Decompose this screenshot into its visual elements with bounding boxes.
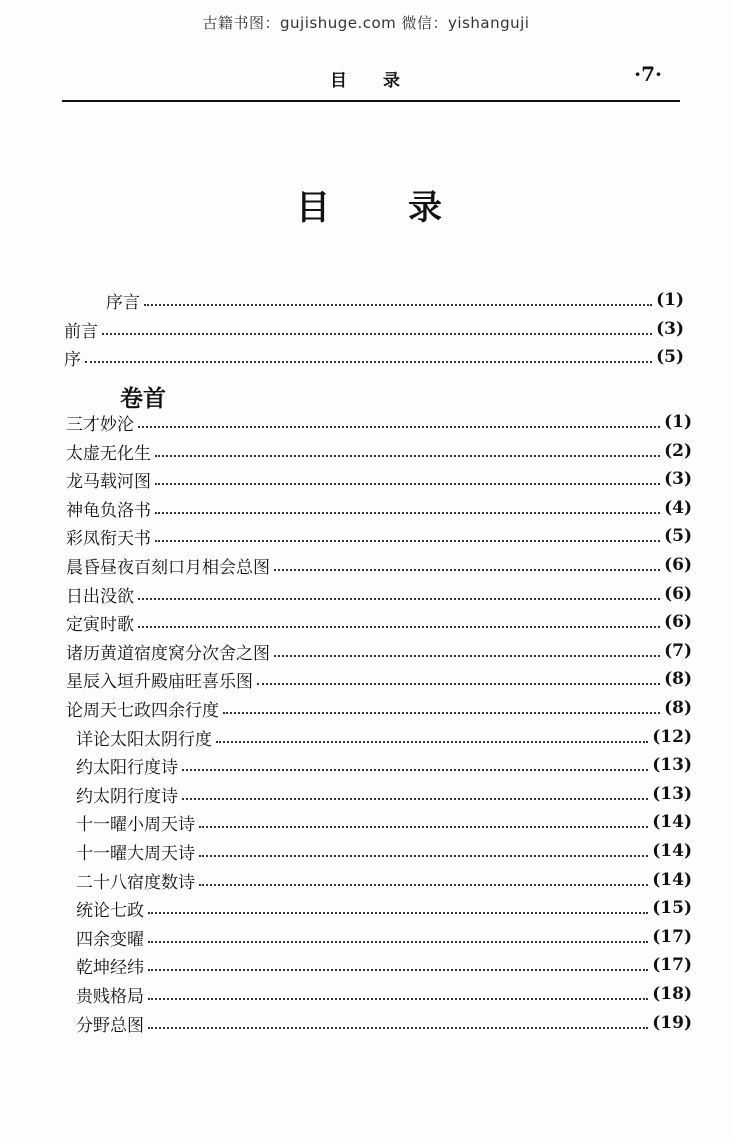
page-title: 目录 (296, 188, 520, 228)
dot-leader (148, 1027, 648, 1029)
dot-leader (102, 333, 652, 335)
toc-entry (66, 466, 692, 492)
dot-leader (138, 598, 660, 600)
dot-leader (216, 741, 648, 743)
toc-entry-label: 星辰入垣升殿庙旺喜乐图 (66, 671, 253, 692)
dot-leader (257, 683, 660, 685)
toc-entry-label: 统论七政 (76, 900, 144, 921)
toc-entry-label: 四余变曜 (76, 929, 144, 950)
dot-leader (138, 426, 660, 428)
toc-entry (66, 666, 692, 692)
toc-entry-label: 约太阴行度诗 (76, 786, 178, 807)
dot-leader (144, 304, 652, 306)
header-rule (62, 100, 680, 102)
toc-entry-page: (15) (652, 898, 692, 918)
toc-entry-label: 神龟负洛书 (66, 500, 151, 521)
toc-entry (66, 523, 692, 549)
toc-entry (66, 581, 692, 607)
dot-leader (199, 855, 648, 857)
page-number: ·7· (634, 62, 662, 86)
toc-entry-label: 晨昏昼夜百刻口月相会总图 (66, 557, 270, 578)
toc-entry-label: 龙马载河图 (66, 471, 151, 492)
toc-entry-page: (2) (664, 441, 692, 461)
toc-entry (76, 838, 692, 864)
toc-entry-page: (1) (664, 412, 692, 432)
dot-leader (274, 569, 660, 571)
dot-leader (155, 540, 660, 542)
toc-entry-page: (8) (664, 698, 692, 718)
toc-entry (66, 438, 692, 464)
toc-entry (76, 895, 692, 921)
toc-entry-page: (5) (664, 526, 692, 546)
toc-entry-page: (6) (664, 612, 692, 632)
toc-entry-page: (13) (652, 784, 692, 804)
toc-entry (76, 724, 692, 750)
toc-entry-label: 定寅时歌 (66, 614, 134, 635)
watermark: 古籍书图：gujishuge.com 微信：yishanguji (202, 14, 530, 32)
toc-entry (64, 344, 684, 370)
toc-entry-label: 日出没欲 (66, 586, 134, 607)
dot-leader (148, 969, 648, 971)
dot-leader (148, 912, 648, 914)
toc-entry (76, 952, 692, 978)
dot-leader (155, 455, 660, 457)
toc-entry-label: 诸历黄道宿度窝分次舍之图 (66, 643, 270, 664)
toc-entry (76, 867, 692, 893)
toc-entry-label: 约太阳行度诗 (76, 757, 178, 778)
toc-entry-page: (8) (664, 669, 692, 689)
dot-leader (155, 483, 660, 485)
toc-entry-page: (7) (664, 641, 692, 661)
toc-entry (66, 552, 692, 578)
toc-entry (76, 924, 692, 950)
toc-entry-label: 三才妙沦 (66, 414, 134, 435)
toc-entry (66, 638, 692, 664)
toc-entry-page: (14) (652, 870, 692, 890)
dot-leader (148, 941, 648, 943)
toc-entry (66, 695, 692, 721)
toc-entry-page: (6) (664, 555, 692, 575)
toc-entry (76, 781, 692, 807)
toc-entry-label: 贵贱格局 (76, 986, 144, 1007)
section-heading: 卷首 (120, 386, 166, 412)
toc-entry-label: 详论太阳太阴行度 (76, 729, 212, 750)
toc-entry-label: 分野总图 (76, 1015, 144, 1036)
toc-entry-page: (14) (652, 812, 692, 832)
toc-entry (76, 981, 692, 1007)
toc-entry-page: (6) (664, 584, 692, 604)
toc-entry (66, 495, 692, 521)
toc-entry-label: 乾坤经纬 (76, 957, 144, 978)
toc-entry-page: (12) (652, 727, 692, 747)
dot-leader (182, 769, 648, 771)
toc-entry-label: 太虚无化生 (66, 443, 151, 464)
toc-entry (64, 316, 684, 342)
dot-leader (182, 798, 648, 800)
dot-leader (199, 826, 648, 828)
dot-leader (138, 626, 660, 628)
toc-entry-label: 序 (64, 349, 81, 370)
toc-entry (66, 609, 692, 635)
toc-entry-label: 二十八宿度数诗 (76, 872, 195, 893)
toc-entry-label: 十一曜小周天诗 (76, 814, 195, 835)
toc-entry-page: (17) (652, 955, 692, 975)
toc-entry-label: 论周天七政四余行度 (66, 700, 219, 721)
toc-entry-page: (19) (652, 1013, 692, 1033)
toc-entry-page: (5) (656, 347, 684, 367)
toc-entry-page: (18) (652, 984, 692, 1004)
toc-entry (76, 752, 692, 778)
toc-entry-page: (1) (656, 290, 684, 310)
dot-leader (155, 512, 660, 514)
running-header (62, 62, 680, 98)
toc-entry-label: 彩凤衔天书 (66, 528, 151, 549)
toc-entry-page: (4) (664, 498, 692, 518)
dot-leader (223, 712, 660, 714)
toc-entry (66, 409, 692, 435)
toc-entry-page: (3) (664, 469, 692, 489)
toc-entry-label: 前言 (64, 321, 98, 342)
toc-entry-page: (3) (656, 319, 684, 339)
toc-entry-label: 序言 (106, 292, 140, 313)
toc-entry-page: (17) (652, 927, 692, 947)
running-title: 目录 (330, 71, 436, 91)
dot-leader (85, 361, 652, 363)
dot-leader (148, 998, 648, 1000)
toc-entry-page: (14) (652, 841, 692, 861)
toc-entry (106, 287, 684, 313)
toc-entry-label: 十一曜大周天诗 (76, 843, 195, 864)
toc-entry-page: (13) (652, 755, 692, 775)
toc-entry (76, 809, 692, 835)
dot-leader (199, 884, 648, 886)
dot-leader (274, 655, 660, 657)
toc-entry (76, 1010, 692, 1036)
